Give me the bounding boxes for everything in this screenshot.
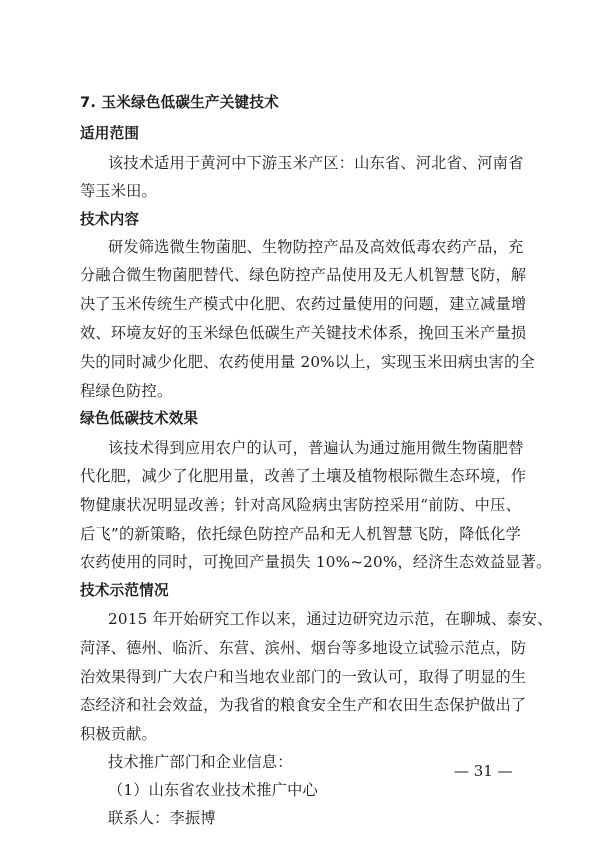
scope-line-1: 该技术适用于黄河中下游玉米产区：山东省、河北省、河南省 [108, 154, 524, 172]
effect-line-3: 物健康状况明显改善；针对高风险病虫害防控采用“前防、中压、 [80, 496, 521, 514]
effect-line-2: 代化肥，减少了化肥用量，改善了土壤及植物根际微生态环境，作 [80, 467, 527, 485]
promotion-org: （1）山东省农业技术推广中心 [108, 781, 318, 799]
demo-line-3: 治效果得到广大农户和当地农业部门的一致认可，取得了明显的生 [80, 668, 527, 686]
content-line-6: 程绿色防控。 [80, 382, 173, 400]
promotion-intro: 技术推广部门和企业信息： [108, 753, 293, 771]
page-number: — 31 — [454, 762, 513, 780]
effect-line-5: 农药使用的同时，可挽回产量损失 10%~20%，经济生态效益显著。 [80, 553, 552, 571]
demo-line-4: 态经济和社会效益，为我省的粮食安全生产和农田生态保护做出了 [80, 696, 527, 714]
effect-line-1: 该技术得到应用农户的认可，普遍认为通过施用微生物菌肥替 [108, 439, 524, 457]
content-line-3: 决了玉米传统生产模式中化肥、农药过量使用的问题，建立减量增 [80, 295, 527, 313]
scope-heading: 适用范围 [80, 125, 140, 142]
demo-line-5: 积极贡献。 [80, 725, 157, 743]
content-line-1: 研发筛选微生物菌肥、生物防控产品及高效低毒农药产品，充 [108, 238, 524, 256]
content-heading: 技术内容 [80, 211, 140, 228]
section-title: 7. 玉米绿色低碳生产关键技术 [80, 94, 279, 111]
effect-heading: 绿色低碳技术效果 [80, 410, 199, 427]
content-line-5: 失的同时减少化肥、农药使用量 20%以上，实现玉米田病虫害的全 [80, 353, 535, 371]
promotion-contact: 联系人：李振博 [108, 809, 216, 827]
demo-line-1: 2015 年开始研究工作以来，通过边研究边示范，在聊城、泰安、 [108, 610, 553, 628]
content-line-2: 分融合微生物菌肥替代、绿色防控产品使用及无人机智慧飞防，解 [80, 266, 527, 284]
scope-line-2: 等玉米田。 [80, 182, 157, 200]
demo-heading: 技术示范情况 [80, 582, 169, 599]
content-line-4: 效、环境友好的玉米绿色低碳生产关键技术体系，挽回玉米产量损 [80, 324, 527, 342]
demo-line-2: 菏泽、德州、临沂、东营、滨州、烟台等多地设立试验示范点，防 [80, 639, 527, 657]
effect-line-4: 后飞”的新策略，依托绿色防控产品和无人机智慧飞防，降低化学 [80, 525, 521, 543]
